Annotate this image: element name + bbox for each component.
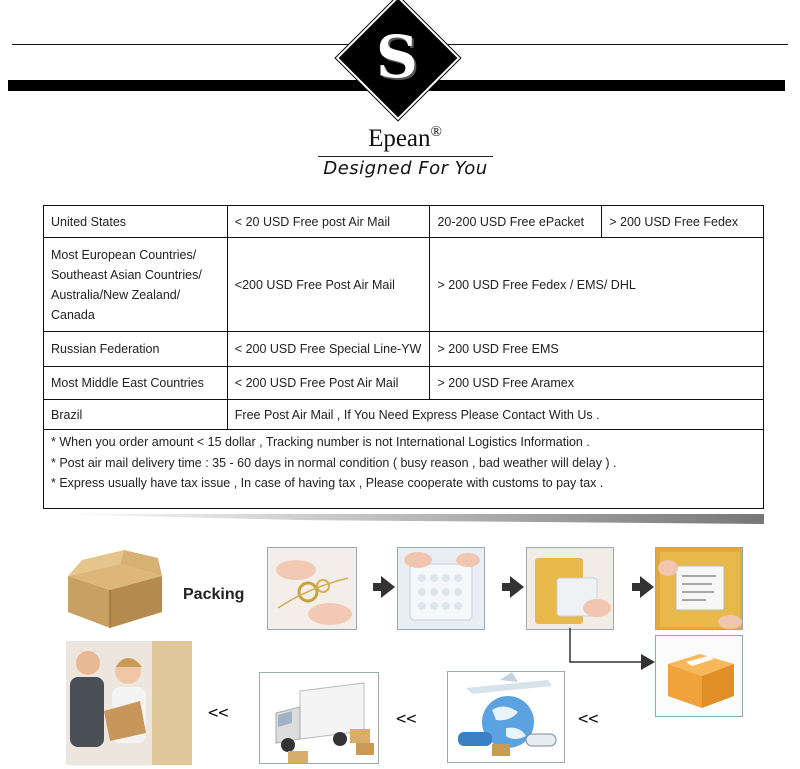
rate-cell: < 20 USD Free post Air Mail xyxy=(227,206,430,238)
table-row xyxy=(44,367,764,400)
note-line: * Express usually have tax issue , In case of having tax , Please cooperate with customs to pay tax . xyxy=(51,476,604,490)
region-cell: United States xyxy=(44,206,228,238)
note-line: * Post air mail delivery time : 35 - 60 days in normal condition ( busy reason , bad weather will delay ) . xyxy=(51,455,617,470)
region-cell: Brazil xyxy=(44,400,228,430)
back-arrow: << xyxy=(396,709,417,729)
orange-package-icon xyxy=(655,635,743,717)
cardboard-box-icon xyxy=(62,546,166,632)
sealed-parcel-icon xyxy=(655,547,743,630)
region-line: Most European Countries/ xyxy=(51,247,197,262)
rate-cell: > 200 USD Free EMS xyxy=(430,332,764,367)
rate-cell: > 200 USD Free Fedex xyxy=(602,206,764,238)
next-step-arrow-icon xyxy=(510,576,524,598)
brand-name xyxy=(320,124,490,153)
note-line: * When you order amount < 15 dollar , Tracking number is not International Logistics Information . xyxy=(51,435,590,449)
brand-tagline: Designed For You xyxy=(323,158,488,179)
next-step-arrow-icon xyxy=(640,576,654,598)
region-cell: Most Middle East Countries xyxy=(44,367,228,400)
region-cell: Russian Federation xyxy=(44,332,228,367)
table-row xyxy=(44,400,764,430)
registered-mark: ® xyxy=(430,124,442,140)
delivery-truck-icon xyxy=(259,672,379,764)
airplane-globe-icon xyxy=(447,671,565,763)
table-row xyxy=(44,332,764,367)
back-arrow: << xyxy=(208,703,229,723)
brand-name-text: Epean xyxy=(368,125,431,152)
shipping-table xyxy=(43,205,764,430)
table-shadow xyxy=(48,514,764,524)
padded-envelope-icon xyxy=(526,547,614,630)
connector-arrow xyxy=(565,628,660,674)
bubble-bag-icon xyxy=(397,547,485,630)
rate-cell: Free Post Air Mail , If You Need Express Please Contact With Us . xyxy=(227,400,763,430)
shipping-notes xyxy=(43,429,764,509)
region-line: Southeast Asian Countries/ xyxy=(51,267,202,282)
table-row xyxy=(44,238,764,332)
region-line: Canada xyxy=(51,307,95,322)
rate-cell: > 200 USD Free Fedex / EMS/ DHL xyxy=(430,238,764,332)
brand-rule xyxy=(318,156,493,157)
back-arrow: << xyxy=(578,709,599,729)
rate-cell: > 200 USD Free Aramex xyxy=(430,367,764,400)
region-line: Australia/New Zealand/ xyxy=(51,287,181,302)
jewelry-in-hand-icon xyxy=(267,547,357,630)
rate-cell: <200 USD Free Post Air Mail xyxy=(227,238,430,332)
next-step-arrow-icon xyxy=(381,576,395,598)
rate-cell: < 200 USD Free Post Air Mail xyxy=(227,367,430,400)
rate-cell: 20-200 USD Free ePacket xyxy=(430,206,602,238)
table-row xyxy=(44,206,764,238)
logo-letter: S xyxy=(376,23,418,91)
delivery-person-icon xyxy=(66,641,192,765)
rate-cell: < 200 USD Free Special Line-YW xyxy=(227,332,430,367)
packing-label: Packing xyxy=(183,586,245,603)
region-cell xyxy=(44,238,228,332)
